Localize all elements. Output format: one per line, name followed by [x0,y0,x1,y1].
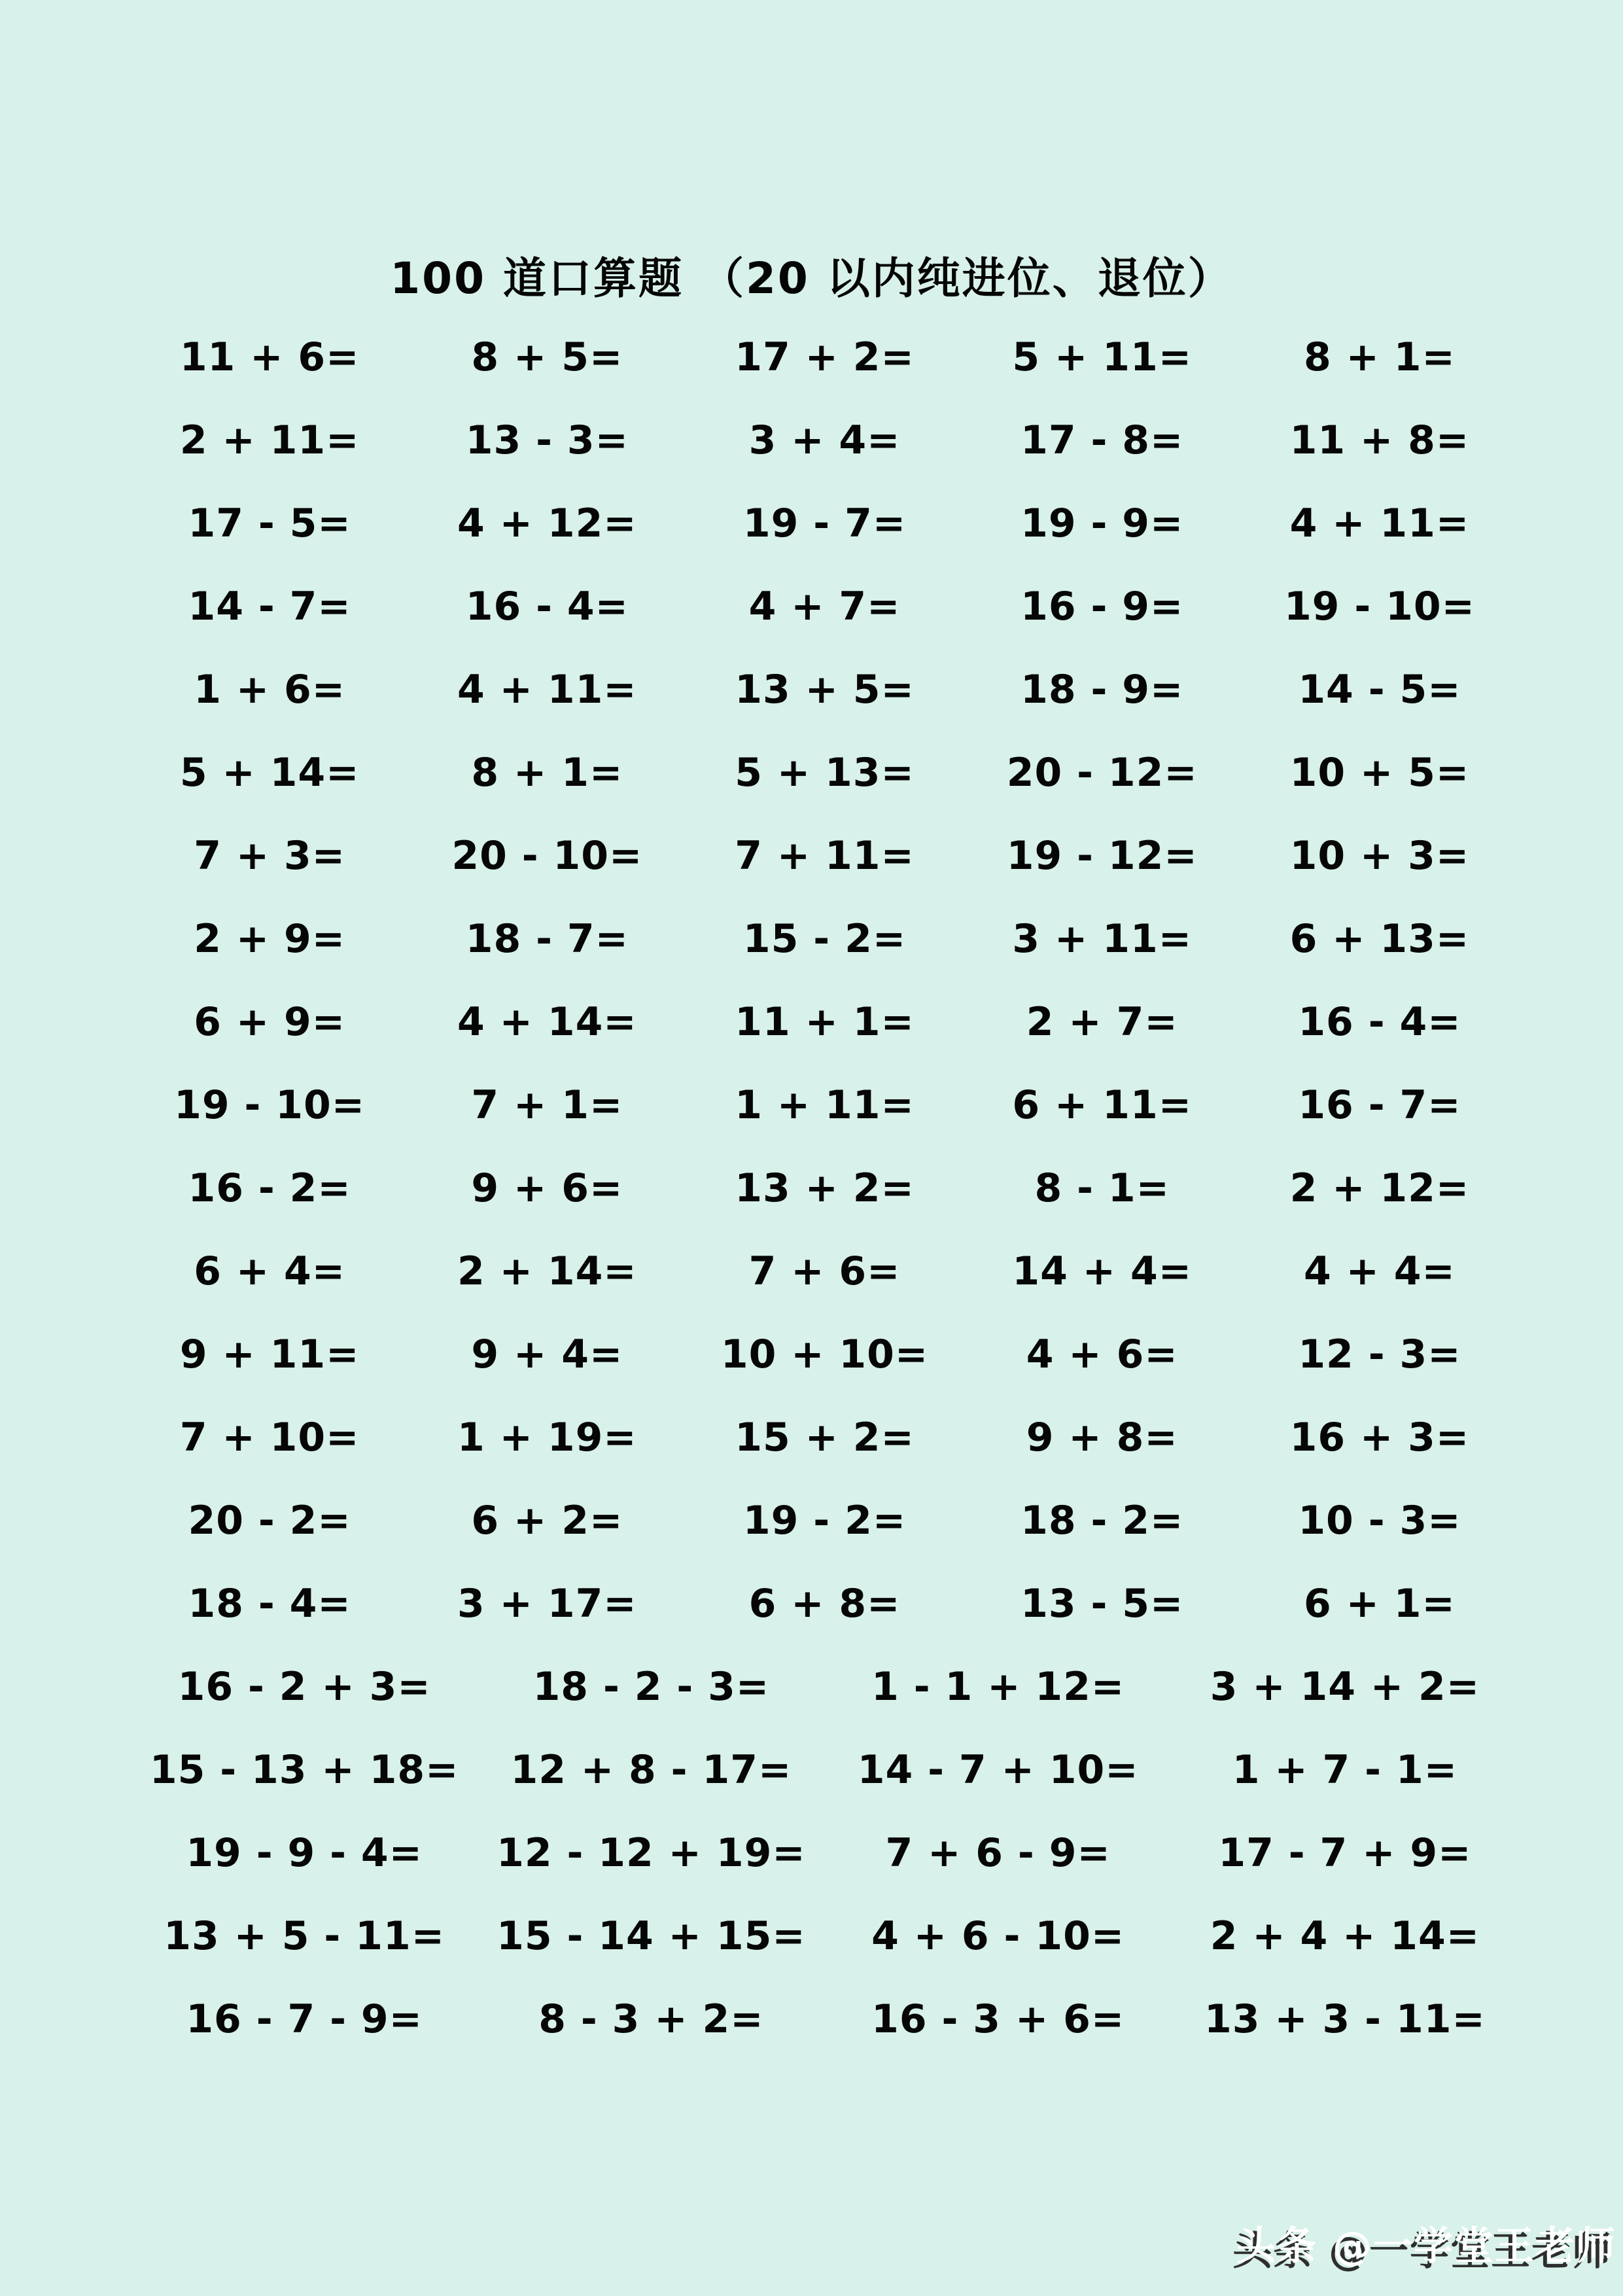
problem-cell: 4 + 6= [1026,1331,1178,1377]
problem-cell: 13 + 5 - 11= [164,1913,445,1959]
problem-cell: 7 + 3= [194,832,346,879]
problem-cell: 13 - 5= [1021,1580,1184,1627]
problem-cell: 12 - 3= [1298,1331,1461,1377]
problem-cell: 13 + 2= [735,1165,915,1211]
problem-cell: 4 + 11= [457,666,637,713]
problem-cell: 13 + 3 - 11= [1204,1996,1486,2042]
problem-cell: 3 + 17= [457,1580,637,1627]
problem-cell: 15 - 13 + 18= [149,1746,459,1793]
problem-cell: 7 + 6 - 9= [885,1829,1111,1876]
problems-grid [131,315,1518,2060]
problem-cell: 9 + 4= [471,1331,623,1377]
problem-row [131,1645,1518,1728]
problem-row [131,482,1518,565]
problem-cell: 1 + 19= [457,1414,637,1460]
problem-row [131,1146,1518,1229]
problem-cell: 18 - 7= [465,915,629,962]
problem-cell: 17 - 8= [1021,417,1184,463]
problem-cell: 2 + 7= [1026,998,1178,1045]
problem-cell: 6 + 4= [194,1248,346,1294]
problem-row [131,980,1518,1063]
problem-row [131,1977,1518,2060]
problem-row [131,1811,1518,1894]
problem-cell: 1 + 7 - 1= [1232,1746,1457,1793]
problem-cell: 15 + 2= [735,1414,915,1460]
problem-cell: 18 - 2= [1021,1497,1184,1544]
problem-row [131,1063,1518,1146]
problem-cell: 13 - 3= [465,417,629,463]
problem-cell: 9 + 11= [179,1331,360,1377]
problem-cell: 3 + 4= [748,417,901,463]
worksheet-title: 100 道口算题 （20 以内纯进位、退位） [390,253,1233,304]
problem-cell: 19 - 12= [1006,832,1198,879]
problem-row [131,565,1518,648]
problem-row [131,731,1518,814]
problem-row [131,1313,1518,1396]
problem-cell: 14 + 4= [1012,1248,1192,1294]
problem-row [131,1894,1518,1977]
problem-cell: 7 + 6= [748,1248,901,1294]
problem-cell: 3 + 11= [1012,915,1192,962]
problem-cell: 10 - 3= [1298,1497,1461,1544]
problem-cell: 10 + 10= [720,1331,929,1377]
problem-cell: 17 - 5= [188,500,351,546]
problem-cell: 19 - 10= [1283,583,1475,629]
problem-row [131,1229,1518,1313]
problem-cell: 20 - 12= [1006,749,1198,796]
problem-cell: 11 + 1= [735,998,915,1045]
problem-cell: 2 + 4 + 14= [1210,1913,1480,1959]
problem-cell: 3 + 14 + 2= [1210,1663,1480,1710]
problem-row [131,897,1518,980]
problem-cell: 16 - 9= [1021,583,1184,629]
problem-cell: 19 - 10= [174,1082,366,1128]
problem-cell: 8 - 1= [1034,1165,1170,1211]
problem-cell: 4 + 4= [1304,1248,1456,1294]
problem-cell: 19 - 7= [742,500,907,546]
problem-cell: 11 + 8= [1289,417,1470,463]
problem-cell: 8 - 3 + 2= [538,1996,764,2042]
problem-cell: 9 + 8= [1026,1414,1178,1460]
problem-cell: 16 + 3= [1289,1414,1470,1460]
problem-cell: 16 - 4= [1298,998,1461,1045]
problem-cell: 19 - 2= [742,1497,907,1544]
problem-row [131,315,1518,398]
problem-cell: 2 + 14= [457,1248,637,1294]
problem-cell: 5 + 14= [179,749,360,796]
problem-cell: 17 + 2= [735,334,915,380]
problem-cell: 16 - 7 - 9= [186,1996,423,2042]
problem-cell: 18 - 9= [1021,666,1184,713]
problem-cell: 6 + 11= [1012,1082,1192,1128]
problem-cell: 2 + 9= [194,915,346,962]
problem-cell: 15 - 2= [742,915,907,962]
problem-cell: 20 - 10= [451,832,643,879]
watermark-text: 头条 @一学堂王老师 [1236,2223,1616,2269]
problem-cell: 19 - 9= [1021,500,1184,546]
problem-cell: 16 - 7= [1298,1082,1461,1128]
problem-cell: 20 - 2= [188,1497,351,1544]
problem-cell: 19 - 9 - 4= [186,1829,423,1876]
problem-cell: 12 + 8 - 17= [510,1746,792,1793]
problem-cell: 13 + 5= [735,666,915,713]
problem-cell: 16 - 3 + 6= [871,1996,1125,2042]
problem-cell: 16 - 2 + 3= [177,1663,431,1710]
problem-cell: 4 + 11= [1289,500,1470,546]
problem-cell: 2 + 11= [179,417,360,463]
problem-cell: 16 - 4= [465,583,629,629]
problem-cell: 14 - 5= [1298,666,1461,713]
problem-cell: 10 + 5= [1289,749,1470,796]
problem-row [131,398,1518,482]
problem-cell: 6 + 9= [194,998,346,1045]
problem-cell: 6 + 8= [748,1580,901,1627]
problem-cell: 7 + 1= [471,1082,623,1128]
problem-cell: 8 + 1= [1304,334,1456,380]
problem-cell: 18 - 2 - 3= [532,1663,770,1710]
problem-row [131,1479,1518,1562]
problem-cell: 14 - 7= [188,583,351,629]
problem-cell: 7 + 10= [179,1414,360,1460]
problem-cell: 15 - 14 + 15= [497,1913,806,1959]
problem-cell: 8 + 5= [471,334,623,380]
problem-cell: 6 + 2= [471,1497,623,1544]
problem-cell: 8 + 1= [471,749,623,796]
problem-row [131,814,1518,897]
problem-row [131,1562,1518,1645]
problem-cell: 6 + 1= [1304,1580,1456,1627]
problem-cell: 5 + 11= [1012,334,1192,380]
problem-cell: 4 + 12= [457,500,637,546]
problem-cell: 4 + 7= [748,583,901,629]
problem-cell: 18 - 4= [188,1580,351,1627]
problem-row [131,648,1518,731]
problem-cell: 11 + 6= [179,334,360,380]
problem-cell: 4 + 14= [457,998,637,1045]
problem-cell: 9 + 6= [471,1165,623,1211]
problem-cell: 1 + 6= [194,666,346,713]
problem-cell: 12 - 12 + 19= [497,1829,806,1876]
problem-row [131,1728,1518,1811]
problem-cell: 4 + 6 - 10= [871,1913,1125,1959]
problem-row [131,1396,1518,1479]
problem-cell: 6 + 13= [1289,915,1470,962]
problem-cell: 2 + 12= [1289,1165,1470,1211]
problem-cell: 1 - 1 + 12= [871,1663,1125,1710]
problem-cell: 7 + 11= [735,832,915,879]
problem-cell: 16 - 2= [188,1165,351,1211]
problem-cell: 17 - 7 + 9= [1218,1829,1472,1876]
problem-cell: 5 + 13= [735,749,915,796]
problem-cell: 1 + 11= [735,1082,915,1128]
problem-cell: 14 - 7 + 10= [857,1746,1139,1793]
problem-cell: 10 + 3= [1289,832,1470,879]
